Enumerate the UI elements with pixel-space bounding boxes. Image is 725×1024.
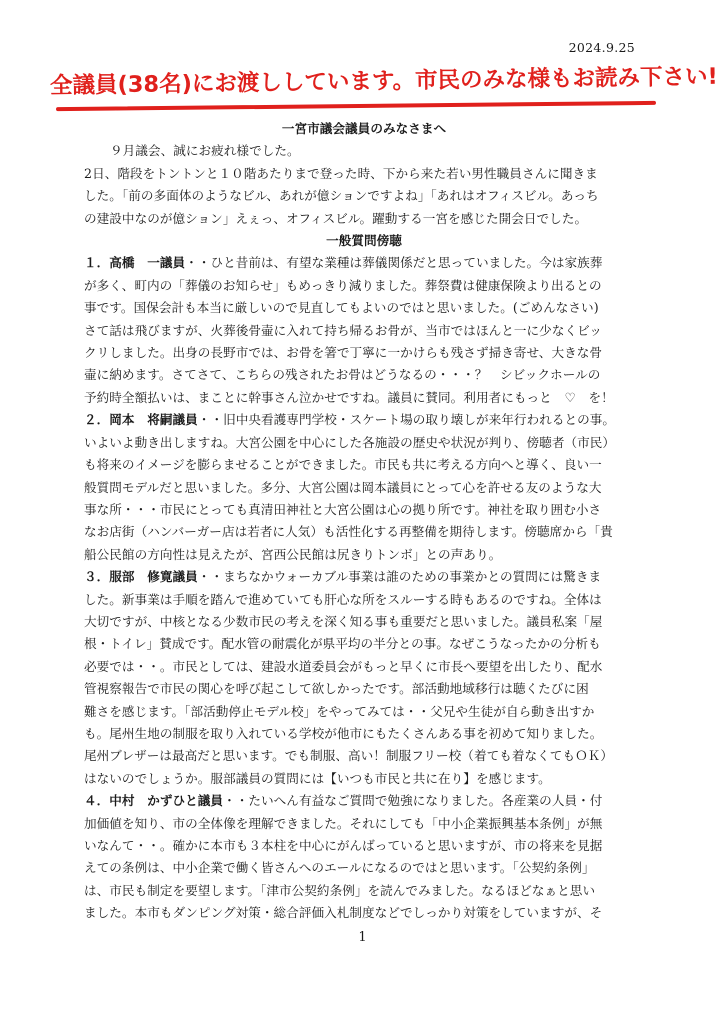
intro-line: 2日、階段をトントンと１０階あたりまで登った時、下から来た若い男性職員さんに聞きま (84, 165, 598, 181)
member-paragraph-line: 船公民館の方向性は見えたが、宮西公民館は尻きりトンボ」との声あり。 (84, 546, 502, 562)
member-paragraph-line: なお店街（ハンバーガー店は若者に人気）も活性化する再整備を期待します。傍聴席から「貴 (84, 524, 613, 540)
member-heading: ２．岡本 将嗣議員 (84, 412, 198, 428)
member-paragraph-line: えての条例は、中小企業で働く皆さんへのエールになるのではと思います。「公契約条例」 (84, 860, 595, 876)
member-paragraph-line: 尾州ブレザーは最高だと思います。でも制服、高い！制服フリー校（着ても着なくてもＯＫ） (84, 748, 614, 764)
member-paragraph-line (84, 409, 644, 431)
member-paragraph-line: も。尾州生地の制服を取り入れている学校が他市にもたくさんある事を初めて知りました。 (84, 725, 603, 741)
intro-line: の建設中なのが億ション」えぇっ、オフィスビル。躍動する一宮を感じた開会日でした。 (84, 210, 588, 226)
document-date: 2024.9.25 (568, 40, 635, 55)
member-paragraph-line: 根・トイレ」賛成です。配水管の耐震化が県平均の半分との事。なぜこうなったかの分析も (84, 636, 601, 652)
letter-body (84, 118, 644, 925)
member-paragraph-line: いなんて・・。確かに本市も３本柱を中心にがんばっていると思いますが、市の将来を見据 (84, 838, 603, 853)
member-paragraph-line (84, 790, 644, 812)
member-text: ・・旧中央看護専門学校・スケート場の取り壊しが来年行われるとの事。 (197, 412, 616, 428)
member-paragraph-line: いよいよ動き出しますね。大宮公園を中心にした各施設の歴史や状況が判り、傍聴者（市民） (84, 434, 616, 450)
member-paragraph-line: さて話は飛びますが、火葬後骨壷に入れて持ち帰るお骨が、当市ではほんと一に少なくビッ (84, 322, 602, 338)
member-paragraph-line (84, 566, 644, 588)
member-paragraph-line: 難さを感じます。「部活動停止モデル校」をやってみては・・父兄や生徒が自ら動き出すか (84, 703, 595, 719)
page-number: 1 (358, 930, 367, 945)
member-paragraph-line: クリしました。出身の長野市では、お骨を箸で丁寧に一かけらも残さず掃き寄せ、大きな骨 (84, 345, 603, 361)
member-paragraph-line: は、市民も制定を要望します。「津市公契約条例」を読んでみました。なるほどなぁと思い (84, 882, 596, 898)
member-paragraph-line: も将来のイメージを膨らませることができました。市民も共に考える方向へと導く、良い一 (84, 457, 602, 473)
section-heading: 一般質問傍聴 (326, 233, 402, 249)
member-paragraph-line: した。新事業は手順を踏んで進めていても肝心な所をスルーする時もあるのですね。全体は (84, 591, 602, 607)
member-paragraph-line: 管視察報告で市民の関心を呼び起こして欲しかったです。部活動地域移行は聴くたびに困 (84, 681, 589, 697)
member-paragraph-line: 加価値を知り、市の全体像を理解できました。それにしても「中小企業振興基本条例」が無 (84, 815, 603, 831)
handwritten-banner-note: 全議員(38名)にお渡ししています。市民のみな様もお読み下さい! (49, 63, 718, 99)
banner-underline (56, 101, 656, 111)
member-paragraph-line: 大切ですが、中核となる少数市民の考えを深く知る事も重要だと思いました。議員私案「屋 (84, 613, 603, 629)
member-paragraph-line: 必要では・・。市民としては、建設水道委員会がもっと早くに市長へ要望を出したり、配水 (84, 658, 603, 674)
member-paragraph-line: 事です。国保会計も本当に厳しいので見直してもよいのではと思いました。(ごめんなさい) (84, 300, 599, 316)
intro-line: ９月議会、誠にお疲れ様でした。 (110, 143, 300, 159)
member-paragraph-line: 予約時全額払いは、まことに幹事さん泣かせですね。議員に賛同。利用者にもっと ♡ を！ (84, 389, 614, 405)
member-paragraph-line (84, 252, 644, 274)
member-text: ・・まちなかウォーカブル事業は誰のための事業かとの質問には驚きま (197, 569, 602, 585)
member-paragraph-line: ました。本市もダンピング対策・総合評価入札制度などでしっかり対策をしていますが、そ (84, 905, 603, 921)
member-text: ・・ひと昔前は、有望な業種は葬儀関係だと思っていました。今は家族葬 (185, 255, 603, 271)
member-text: ・・たいへん有益なご質問で勉強になりました。各産業の人員・付 (223, 793, 603, 809)
intro-line: した。「前の多面体のようなビル、あれが億ションですよね」「あれはオフィスビル。あっち (84, 188, 599, 204)
member-paragraph-line: 般質問モデルだと思いました。多分、大宮公園は岡本議員にとって心を許せる友のような大 (84, 479, 602, 495)
member-paragraph-line: はないのでしょうか。服部議員の質問には【いつも市民と共に在り】を感じます。 (84, 770, 551, 786)
member-paragraph-line: 事な所・・・市民にとっても真清田神社と大宮公園は心の拠り所です。神社を取り囲む小さ (84, 501, 602, 517)
letter-title: 一宮市議会議員のみなさまへ (281, 121, 447, 136)
member-heading: ３．服部 修寛議員 (84, 569, 198, 585)
member-heading: ４．中村 かずひと議員 (84, 793, 224, 809)
member-paragraph-line: 壷に納めます。さてさて、こちらの残されたお骨はどうなるの・・・？ シビックホールの (84, 367, 601, 383)
member-paragraph-line: が多く、町内の「葬儀のお知らせ」もめっきり減りました。葬祭費は健康保険より出るとの (84, 277, 602, 293)
member-heading: １．高橋 一議員 (84, 255, 186, 271)
